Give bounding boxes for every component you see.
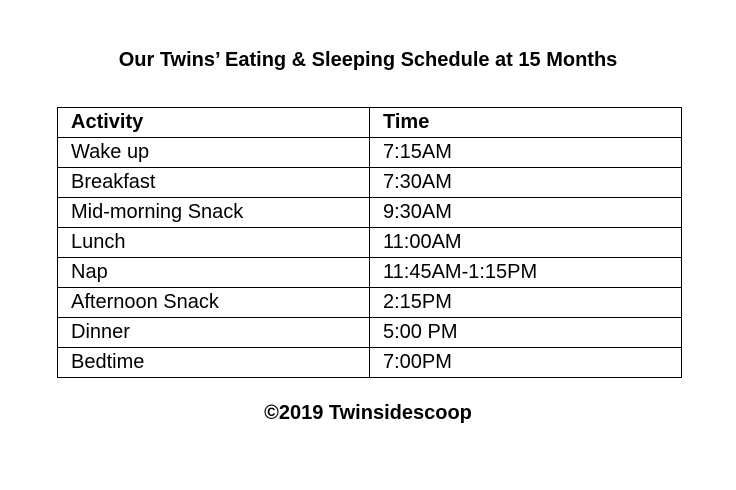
activity-cell: Lunch xyxy=(58,228,370,258)
time-cell: 2:15PM xyxy=(370,288,682,318)
table-header-row xyxy=(58,108,682,138)
time-cell: 11:00AM xyxy=(370,228,682,258)
table-row xyxy=(58,288,682,318)
schedule-table xyxy=(57,107,682,378)
activity-cell: Wake up xyxy=(58,138,370,168)
time-cell: 11:45AM-1:15PM xyxy=(370,258,682,288)
time-cell: 5:00 PM xyxy=(370,318,682,348)
table-row xyxy=(58,348,682,378)
copyright-footer: ©2019 Twinsidescoop xyxy=(264,402,472,424)
table-row xyxy=(58,138,682,168)
table-row xyxy=(58,318,682,348)
column-header-time: Time xyxy=(370,108,682,138)
page-title: Our Twins’ Eating & Sleeping Schedule at 15 Months xyxy=(118,49,618,71)
activity-cell: Nap xyxy=(58,258,370,288)
activity-cell: Breakfast xyxy=(58,168,370,198)
table-row xyxy=(58,258,682,288)
time-cell: 9:30AM xyxy=(370,198,682,228)
time-cell: 7:00PM xyxy=(370,348,682,378)
activity-cell: Dinner xyxy=(58,318,370,348)
column-header-activity: Activity xyxy=(58,108,370,138)
table-row xyxy=(58,228,682,258)
activity-cell: Bedtime xyxy=(58,348,370,378)
activity-cell: Afternoon Snack xyxy=(58,288,370,318)
time-cell: 7:30AM xyxy=(370,168,682,198)
time-cell: 7:15AM xyxy=(370,138,682,168)
table-row xyxy=(58,198,682,228)
activity-cell: Mid-morning Snack xyxy=(58,198,370,228)
table-row xyxy=(58,168,682,198)
